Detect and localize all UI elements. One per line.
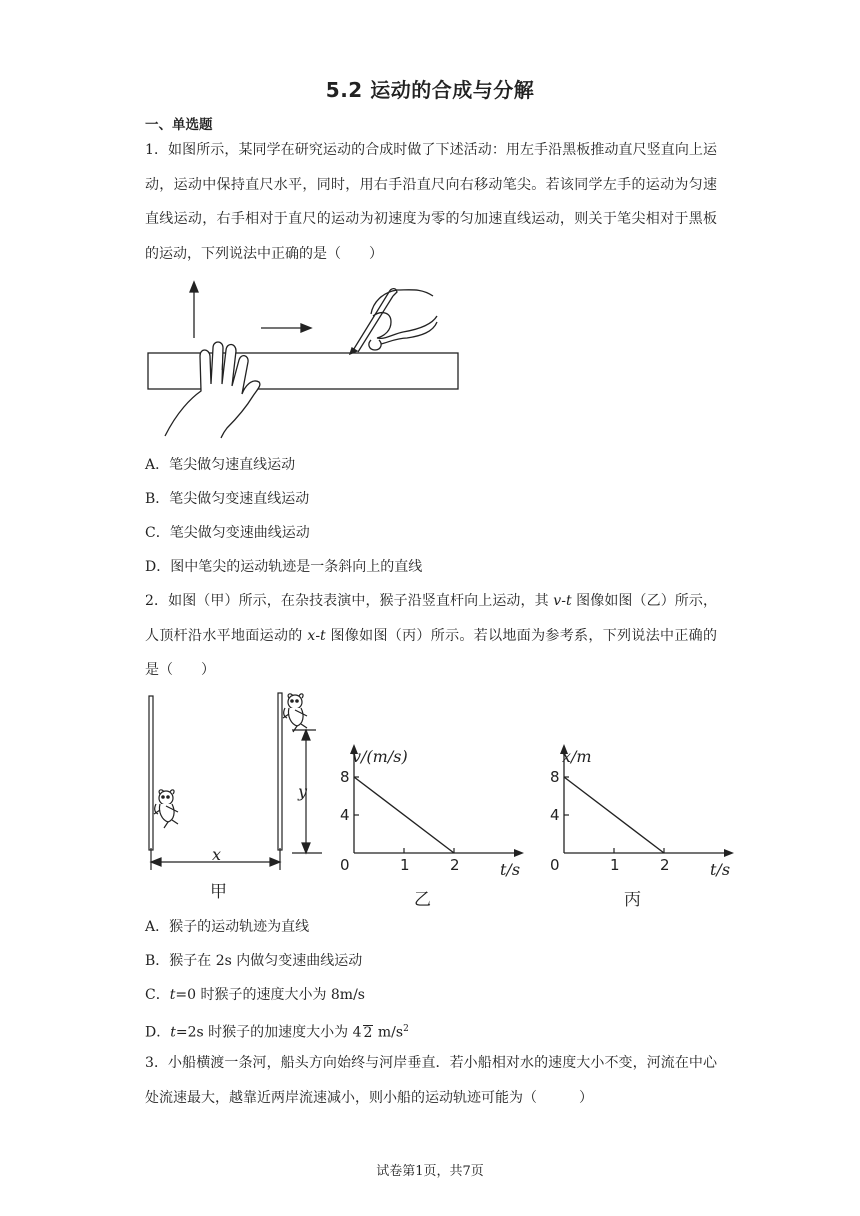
q2-t-symbol-1: t bbox=[565, 593, 572, 609]
q1-option-b[interactable]: B．笔尖做匀变速直线运动 bbox=[145, 491, 310, 507]
monkey-icon-top bbox=[283, 694, 307, 732]
x-axis-label: t/s bbox=[710, 860, 731, 879]
q2-x-symbol: x bbox=[307, 627, 316, 644]
q2-option-d-rest: =2s 时猴子的加速度大小为 4 bbox=[175, 1024, 362, 1041]
x-tick-label: 0 bbox=[340, 856, 350, 875]
x-axis-arrow bbox=[724, 849, 734, 857]
right-arrow-head bbox=[301, 324, 311, 332]
q2-option-c-rest: =0 时猴子的速度大小为 8m/s bbox=[175, 987, 365, 1003]
x-axis-label: t/s bbox=[500, 860, 521, 879]
y-tick-label: 8 bbox=[340, 768, 350, 786]
q2-text-part-2: 图像如图（乙）所示，人顶杆沿水平地面运动的 bbox=[145, 593, 718, 644]
y-tick-label: 4 bbox=[340, 806, 350, 824]
q2-dash-2: - bbox=[315, 627, 321, 644]
q2-option-d[interactable] bbox=[145, 1019, 409, 1043]
q2-option-d-prefix: D． bbox=[145, 1024, 171, 1041]
q2-option-c-prefix: C． bbox=[145, 987, 170, 1003]
pole-right bbox=[278, 693, 282, 850]
chart-yi-vt bbox=[330, 740, 530, 910]
y-axis-label: v/(m/s) bbox=[352, 747, 408, 766]
q2-option-b[interactable]: B．猴子在 2s 内做匀变速曲线运动 bbox=[145, 953, 363, 969]
y-tick-label: 8 bbox=[550, 768, 560, 786]
q2-dash-1: - bbox=[561, 593, 566, 609]
chart-bing-xt bbox=[540, 740, 740, 910]
q2-v-symbol: v bbox=[553, 593, 562, 609]
x-axis-arrow bbox=[514, 849, 524, 857]
page-title: 5.2 运动的合成与分解 bbox=[325, 78, 535, 102]
q2-text-part-3: 图像如图（丙）所示。若以地面为参考系，下列说法中正确的是（ ） bbox=[145, 627, 718, 678]
up-arrow-head bbox=[190, 282, 198, 292]
q2-option-a[interactable]: A．猴子的运动轨迹为直线 bbox=[145, 919, 310, 935]
question-2-text bbox=[145, 584, 717, 688]
q2-option-c-t: t bbox=[169, 987, 176, 1003]
x-tick-label: 2 bbox=[450, 856, 460, 875]
question-3-text: 3．小船横渡一条河，船头方向始终与河岸垂直．若小船相对水的速度大小不变，河流在中心处流速最大，越靠近两岸流速减小，则小船的运动轨迹可能为（ ） bbox=[145, 1055, 717, 1106]
page-footer: 试卷第1页，共7页 bbox=[376, 1164, 484, 1179]
q1-option-c[interactable]: C．笔尖做匀变速曲线运动 bbox=[145, 525, 310, 541]
q2-option-c[interactable] bbox=[145, 985, 365, 1005]
q2-text-part-1: 2．如图（甲）所示，在杂技表演中，猴子沿竖直杆向上运动，其 bbox=[145, 593, 554, 609]
fig-y-label: y bbox=[298, 782, 308, 801]
q2-option-d-sup: 2 bbox=[403, 1024, 409, 1034]
right-hand-icon bbox=[369, 290, 437, 350]
ruler-hand-figure bbox=[145, 278, 465, 438]
q1-option-a[interactable]: A．笔尖做匀速直线运动 bbox=[145, 457, 296, 473]
figure-jia bbox=[140, 690, 330, 905]
q2-option-d-t: t bbox=[170, 1024, 176, 1041]
x-tick-label: 1 bbox=[400, 856, 410, 875]
x-tick-label: 0 bbox=[550, 856, 560, 875]
series-line bbox=[564, 777, 664, 853]
chart-caption: 丙 bbox=[624, 890, 641, 910]
y-axis-label: x/m bbox=[562, 747, 592, 766]
x-tick-label: 2 bbox=[660, 856, 670, 875]
fig-x-label: x bbox=[212, 845, 222, 864]
series-line bbox=[354, 777, 454, 853]
pole-left bbox=[149, 696, 153, 850]
monkey-icon bbox=[154, 790, 178, 828]
fig-jia-caption: 甲 bbox=[210, 882, 227, 902]
q2-option-d-unit: m/s bbox=[373, 1024, 404, 1041]
chart-caption: 乙 bbox=[414, 890, 431, 910]
q2-option-d-sqrt: 2 bbox=[363, 1024, 373, 1041]
question-1-text: 1．如图所示，某同学在研究运动的合成时做了下述活动：用左手沿黑板推动直尺竖直向上运动，运动中保持直尺水平，同时，用右手沿直尺向右移动笔尖。若该同学左手的运动为匀速直线运动，右手相对于直尺的运动为初速度为零的匀加速直线运动，则关于笔尖相对于黑板的运动，下列说法中正确的是（ ） bbox=[145, 142, 717, 262]
y-tick-label: 4 bbox=[550, 806, 560, 824]
q1-option-d[interactable]: D．图中笔尖的运动轨迹是一条斜向上的直线 bbox=[145, 559, 423, 575]
x-tick-label: 1 bbox=[610, 856, 620, 875]
ruler bbox=[148, 353, 458, 389]
q2-t-symbol-2: t bbox=[320, 627, 326, 644]
section-heading: 一、单选题 bbox=[145, 117, 213, 133]
